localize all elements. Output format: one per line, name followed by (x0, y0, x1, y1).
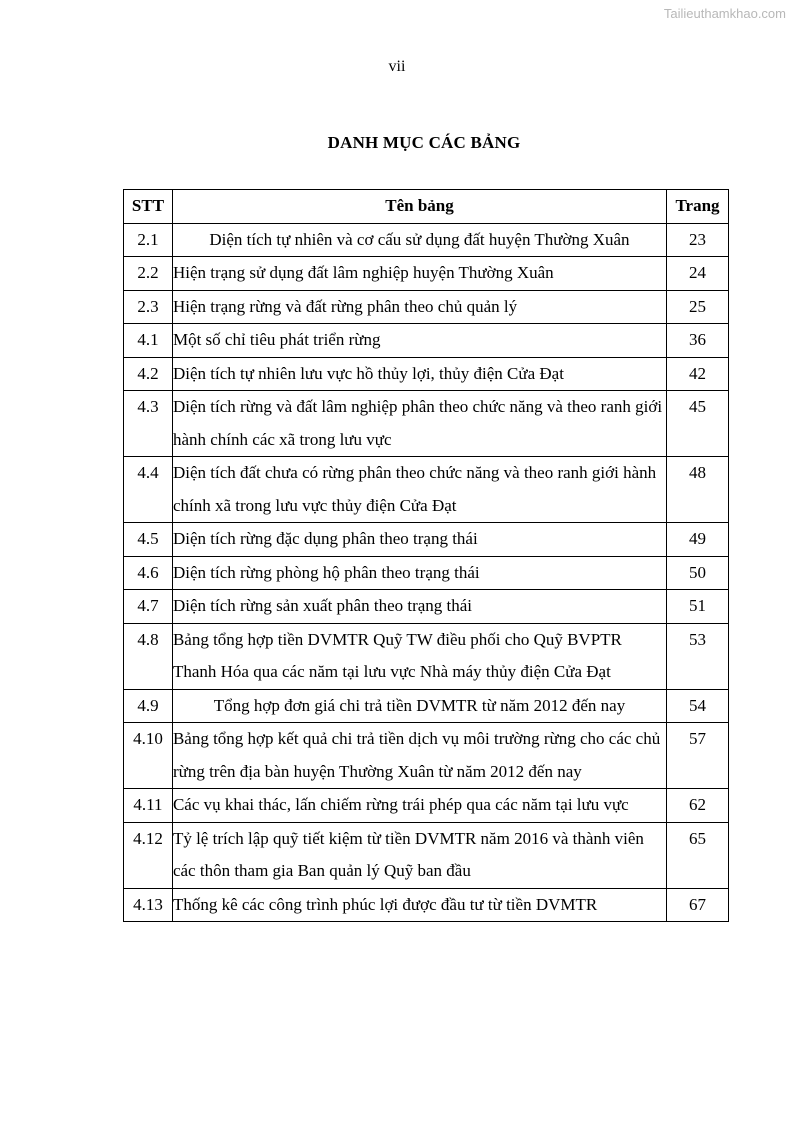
row-page: 54 (667, 689, 729, 723)
row-page: 65 (667, 822, 729, 888)
table-row (124, 457, 729, 523)
row-number: 4.4 (124, 457, 173, 523)
table-row (124, 223, 729, 257)
header-page: Trang (667, 190, 729, 224)
row-number: 2.3 (124, 290, 173, 324)
row-title: Diện tích đất chưa có rừng phân theo chức năng và theo ranh giới hành chính xã trong lưu vực thủy điện Cửa Đạt (172, 457, 666, 523)
row-title: Diện tích rừng sản xuất phân theo trạng thái (172, 590, 666, 624)
row-title: Diện tích rừng và đất lâm nghiệp phân theo chức năng và theo ranh giới hành chính các xã trong lưu vực (172, 391, 666, 457)
row-title: Hiện trạng rừng và đất rừng phân theo chủ quản lý (172, 290, 666, 324)
row-page: 25 (667, 290, 729, 324)
table-row (124, 723, 729, 789)
table-row (124, 623, 729, 689)
row-page: 23 (667, 223, 729, 257)
row-title: Tỷ lệ trích lập quỹ tiết kiệm từ tiền DVMTR năm 2016 và thành viên các thôn tham gia Ban quản lý Quỹ ban đầu (172, 822, 666, 888)
row-number: 4.8 (124, 623, 173, 689)
row-page: 49 (667, 523, 729, 557)
row-number: 4.6 (124, 556, 173, 590)
table-row (124, 888, 729, 922)
row-page: 67 (667, 888, 729, 922)
row-title: Hiện trạng sử dụng đất lâm nghiệp huyện Thường Xuân (172, 257, 666, 291)
row-page: 50 (667, 556, 729, 590)
row-number: 4.9 (124, 689, 173, 723)
row-page: 62 (667, 789, 729, 823)
table-row (124, 290, 729, 324)
row-page: 48 (667, 457, 729, 523)
table-of-tables (123, 189, 729, 922)
row-page: 36 (667, 324, 729, 358)
table-row (124, 391, 729, 457)
row-title: Một số chỉ tiêu phát triển rừng (172, 324, 666, 358)
row-title: Diện tích tự nhiên và cơ cấu sử dụng đất huyện Thường Xuân (172, 223, 666, 257)
watermark-text: Tailieuthamkhao.com (663, 6, 786, 21)
table-row (124, 357, 729, 391)
row-number: 4.2 (124, 357, 173, 391)
row-number: 4.11 (124, 789, 173, 823)
row-number: 4.10 (124, 723, 173, 789)
table-row (124, 789, 729, 823)
row-page: 57 (667, 723, 729, 789)
header-name: Tên bảng (172, 190, 666, 224)
row-number: 2.2 (124, 257, 173, 291)
row-page: 24 (667, 257, 729, 291)
row-title: Bảng tổng hợp kết quả chi trả tiền dịch vụ môi trường rừng cho các chủ rừng trên địa bàn huyện Thường Xuân từ năm 2012 đến nay (172, 723, 666, 789)
header-stt: STT (124, 190, 173, 224)
table-row (124, 324, 729, 358)
row-page: 45 (667, 391, 729, 457)
row-number: 4.13 (124, 888, 173, 922)
page-title: DANH MỤC CÁC BẢNG (327, 133, 521, 152)
row-number: 4.5 (124, 523, 173, 557)
row-title: Thống kê các công trình phúc lợi được đầu tư từ tiền DVMTR (172, 888, 666, 922)
row-title: Các vụ khai thác, lấn chiếm rừng trái phép qua các năm tại lưu vực (172, 789, 666, 823)
table-row (124, 590, 729, 624)
row-title: Diện tích rừng phòng hộ phân theo trạng thái (172, 556, 666, 590)
table-row (124, 257, 729, 291)
row-number: 4.12 (124, 822, 173, 888)
row-number: 2.1 (124, 223, 173, 257)
table-row (124, 523, 729, 557)
table-row (124, 689, 729, 723)
table-header-row (124, 190, 729, 224)
table-row (124, 822, 729, 888)
row-number: 4.1 (124, 324, 173, 358)
page-number: vii (388, 58, 406, 75)
row-page: 42 (667, 357, 729, 391)
row-title: Bảng tổng hợp tiền DVMTR Quỹ TW điều phối cho Quỹ BVPTR Thanh Hóa qua các năm tại lưu vực Nhà máy thủy điện Cửa Đạt (172, 623, 666, 689)
row-title: Tổng hợp đơn giá chi trả tiền DVMTR từ năm 2012 đến nay (172, 689, 666, 723)
row-number: 4.7 (124, 590, 173, 624)
row-title: Diện tích rừng đặc dụng phân theo trạng thái (172, 523, 666, 557)
row-page: 53 (667, 623, 729, 689)
table-row (124, 556, 729, 590)
row-page: 51 (667, 590, 729, 624)
row-number: 4.3 (124, 391, 173, 457)
row-title: Diện tích tự nhiên lưu vực hồ thủy lợi, thủy điện Cửa Đạt (172, 357, 666, 391)
